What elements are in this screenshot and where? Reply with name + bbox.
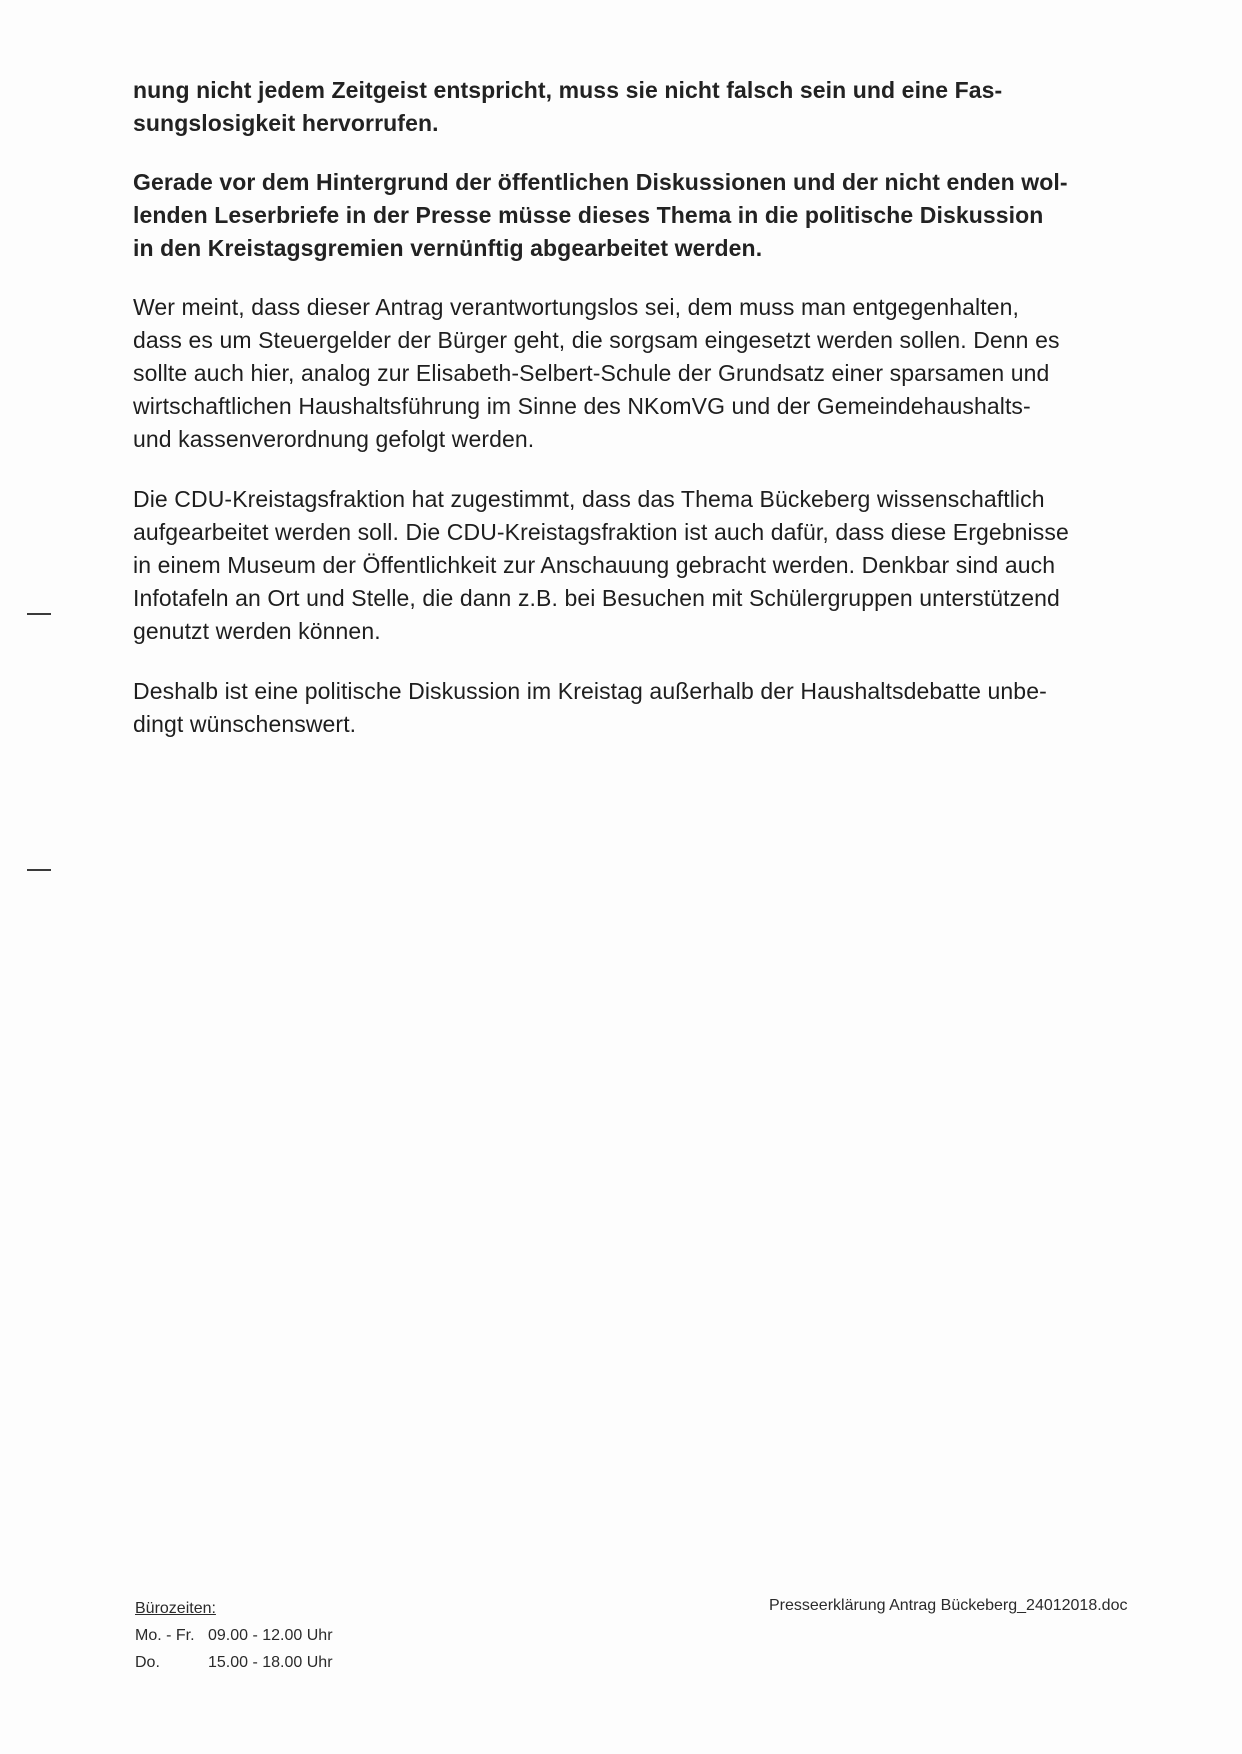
paragraph-line: wirtschaftlichen Haushaltsführung im Sinne des NKomVG und der Gemeindehaushalts-	[133, 393, 1031, 419]
paragraph-line: aufgearbeitet werden soll. Die CDU-Kreistagsfraktion ist auch dafür, dass diese Ergebnisse	[133, 519, 1069, 545]
paragraph-line: Gerade vor dem Hintergrund der öffentlichen Diskussionen und der nicht enden wol-	[133, 169, 1068, 195]
paragraph-line: in den Kreistagsgremien vernünftig abgearbeitet werden.	[133, 235, 763, 261]
paragraph-line: Die CDU-Kreistagsfraktion hat zugestimmt, dass das Thema Bückeberg wissenschaftlich	[133, 486, 1045, 512]
paragraph-line: dingt wünschenswert.	[133, 711, 357, 737]
paragraph-line: nung nicht jedem Zeitgeist entspricht, muss sie nicht falsch sein und eine Fas-	[133, 77, 1003, 103]
paragraph-2	[133, 166, 1143, 265]
paragraph-1	[133, 74, 1143, 140]
office-hours-day: Do.	[135, 1654, 160, 1671]
paragraph-line: Wer meint, dass dieser Antrag verantwortungslos sei, dem muss man entgegenhalten,	[133, 294, 1019, 320]
paragraph-5	[133, 675, 1143, 741]
paragraph-line: und kassenverordnung gefolgt werden.	[133, 426, 535, 452]
office-hours-day: Mo. - Fr.	[135, 1627, 195, 1644]
paragraph-line: Infotafeln an Ort und Stelle, die dann z.B. bei Besuchen mit Schülergruppen unterstützend	[133, 585, 1060, 611]
office-hours	[135, 1595, 333, 1676]
paragraph-line: in einem Museum der Öffentlichkeit zur Anschauung gebracht werden. Denkbar sind auch	[133, 552, 1056, 578]
paragraph-line: genutzt werden können.	[133, 618, 381, 644]
paragraph-line: lenden Leserbriefe in der Presse müsse dieses Thema in die politische Diskussion	[133, 202, 1044, 228]
office-hours-row	[135, 1622, 333, 1649]
paragraph-line: sungslosigkeit hervorrufen.	[133, 110, 439, 136]
paragraph-4	[133, 483, 1143, 648]
office-hours-time: 15.00 - 18.00 Uhr	[208, 1654, 333, 1671]
paragraph-line: Deshalb ist eine politische Diskussion im Kreistag außerhalb der Haushaltsdebatte unbe-	[133, 678, 1047, 704]
punch-mark	[27, 869, 51, 871]
document-filename: Presseerklärung Antrag Bückeberg_24012018.doc	[769, 1597, 1128, 1614]
document-body	[133, 74, 1143, 763]
office-hours-row	[135, 1649, 333, 1676]
office-hours-heading: Bürozeiten:	[135, 1600, 216, 1617]
paragraph-3	[133, 291, 1143, 456]
paragraph-line: dass es um Steuergelder der Bürger geht, die sorgsam eingesetzt werden sollen. Denn es	[133, 327, 1060, 353]
office-hours-time: 09.00 - 12.00 Uhr	[208, 1627, 333, 1644]
paragraph-line: sollte auch hier, analog zur Elisabeth-Selbert-Schule der Grundsatz einer sparsamen und	[133, 360, 1050, 386]
fold-mark	[27, 613, 51, 615]
